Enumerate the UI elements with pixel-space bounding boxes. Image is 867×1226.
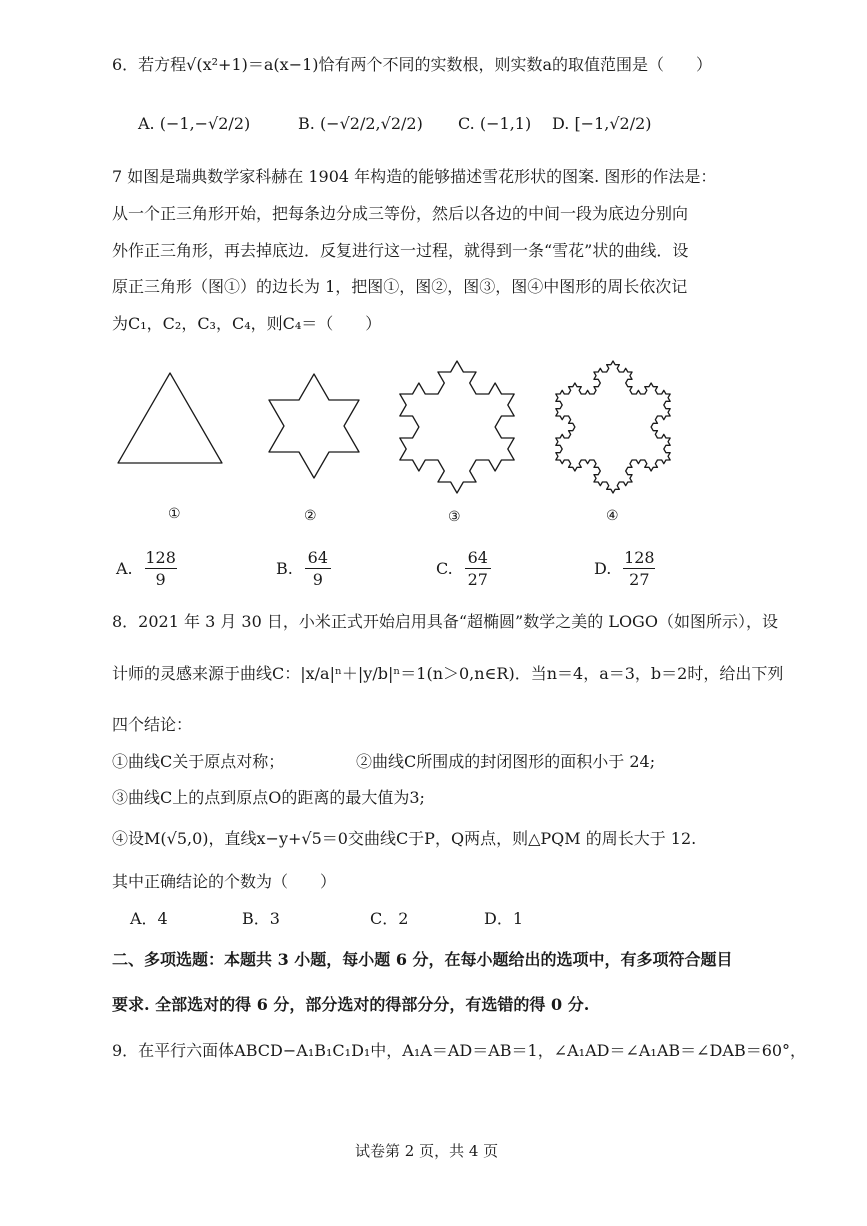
q7-option-b-den: 9	[312, 570, 323, 589]
q7-option-a	[116, 548, 177, 589]
q8-option-d: D．1	[484, 909, 524, 928]
q7-option-a-num: 128	[145, 548, 176, 567]
koch-figure-4	[538, 352, 688, 502]
q7-option-b-fraction	[305, 548, 331, 589]
q6-option-b-text: (−√2/2,√2/2)	[319, 114, 423, 133]
q6-option-b-label: B.	[298, 114, 315, 133]
q7-line-3: 外作正三角形，再去掉底边．反复进行这一过程，就得到一条“雪花”状的曲线．设	[112, 241, 689, 260]
q7-option-b	[276, 548, 331, 589]
koch-figure-3	[382, 352, 532, 502]
q8-option-a: A．4	[130, 909, 168, 928]
section-2-heading-line-2: 要求. 全部选对的得 6 分，部分选对的得部分分，有选错的得 0 分.	[112, 995, 590, 1014]
q6-option-c-text: (−1,1)	[479, 114, 532, 133]
q7-option-d-den: 27	[629, 570, 650, 589]
figure-label-4: ④	[606, 508, 619, 524]
q8-conclusion-3: ③曲线C上的点到原点O的距离的最大值为3;	[112, 788, 425, 807]
q7-option-d-fraction	[623, 548, 655, 589]
q8-option-b: B．3	[242, 909, 280, 928]
figure-label-1: ①	[168, 506, 181, 522]
q7-option-d-num: 128	[624, 548, 655, 567]
q7-option-d-label: D.	[594, 559, 612, 578]
q8-conclusion-1: ①曲线C关于原点对称；	[112, 752, 285, 771]
section-2-heading-line-1: 二、多项选题：本题共 3 小题，每小题 6 分，在每小题给出的选项中，有多项符合题目	[112, 950, 733, 969]
q6-option-d	[552, 114, 652, 133]
q7-option-b-label: B.	[276, 559, 293, 578]
koch3-outline	[400, 361, 514, 493]
q7-line-5: 为C₁，C₂，C₃，C₄，则C₄＝（ ）	[112, 314, 382, 333]
q7-option-c	[436, 548, 491, 589]
q7-option-b-num: 64	[307, 548, 329, 567]
q7-option-c-label: C.	[436, 559, 453, 578]
koch4-outline	[556, 361, 670, 493]
q6-option-c	[458, 114, 531, 133]
koch1-outline	[118, 373, 222, 463]
q7-option-c-num: 64	[467, 548, 488, 567]
q7-line-1: 7 如图是瑞典数学家科赫在 1904 年构造的能够描述雪花形状的图案. 图形的作法是：	[112, 167, 717, 186]
q7-option-c-den: 27	[467, 570, 488, 589]
q8-ask: 其中正确结论的个数为（ ）	[112, 872, 337, 891]
q9-stem: 9．在平行六面体ABCD−A₁B₁C₁D₁中，A₁A＝AD＝AB＝1，∠A₁AD＝∠A₁AB＝∠DAB＝60°，	[112, 1041, 807, 1060]
q6-option-b	[298, 114, 423, 133]
q7-line-2: 从一个正三角形开始，把每条边分成三等份，然后以各边的中间一段为底边分别向	[112, 204, 689, 223]
q6-option-a-text: (−1,−√2/2)	[159, 114, 251, 133]
q8-option-c: C．2	[370, 909, 409, 928]
q7-option-d	[594, 548, 655, 589]
q6-option-a-label: A.	[138, 114, 155, 133]
q7-line-4: 原正三角形（图①）的边长为 1，把图①，图②，图③，图④中图形的周长依次记	[112, 277, 688, 296]
page-footer: 试卷第 2 页，共 4 页	[355, 1142, 499, 1160]
koch2-outline	[269, 374, 359, 478]
q6-stem: 6．若方程√(x²+1)＝a(x−1)恰有两个不同的实数根，则实数a的取值范围是（ ）	[112, 55, 713, 74]
q7-option-a-label: A.	[116, 559, 133, 578]
koch-figure-1	[110, 376, 230, 476]
koch-figure-2	[254, 366, 374, 486]
q6-option-d-label: D.	[552, 114, 570, 133]
q6-option-d-text: [−1,√2/2)	[574, 114, 652, 133]
q6-option-c-label: C.	[458, 114, 475, 133]
figure-label-3: ③	[448, 509, 461, 525]
q8-line-2: 计师的灵感来源于曲线C：|x/a|ⁿ＋|y/b|ⁿ＝1(n＞0,n∈R)．当n＝4，a＝3，b＝2时，给出下列	[112, 664, 784, 683]
q8-conclusion-4: ④设M(√5,0)，直线x−y+√5＝0交曲线C于P，Q两点，则△PQM 的周长大于 12.	[112, 829, 697, 848]
q8-conclusion-2: ②曲线C所围成的封闭图形的面积小于 24;	[356, 752, 656, 771]
q7-option-a-fraction	[145, 548, 177, 589]
q7-option-a-den: 9	[155, 570, 166, 589]
q8-line-3: 四个结论：	[112, 715, 193, 734]
q8-line-1: 8．2021 年 3 月 30 日，小米正式开始启用具备“超椭圆”数学之美的 LOGO（如图所示），设	[112, 612, 778, 631]
q7-option-c-fraction	[465, 548, 491, 589]
figure-label-2: ②	[304, 508, 317, 524]
q6-option-a	[138, 114, 250, 133]
